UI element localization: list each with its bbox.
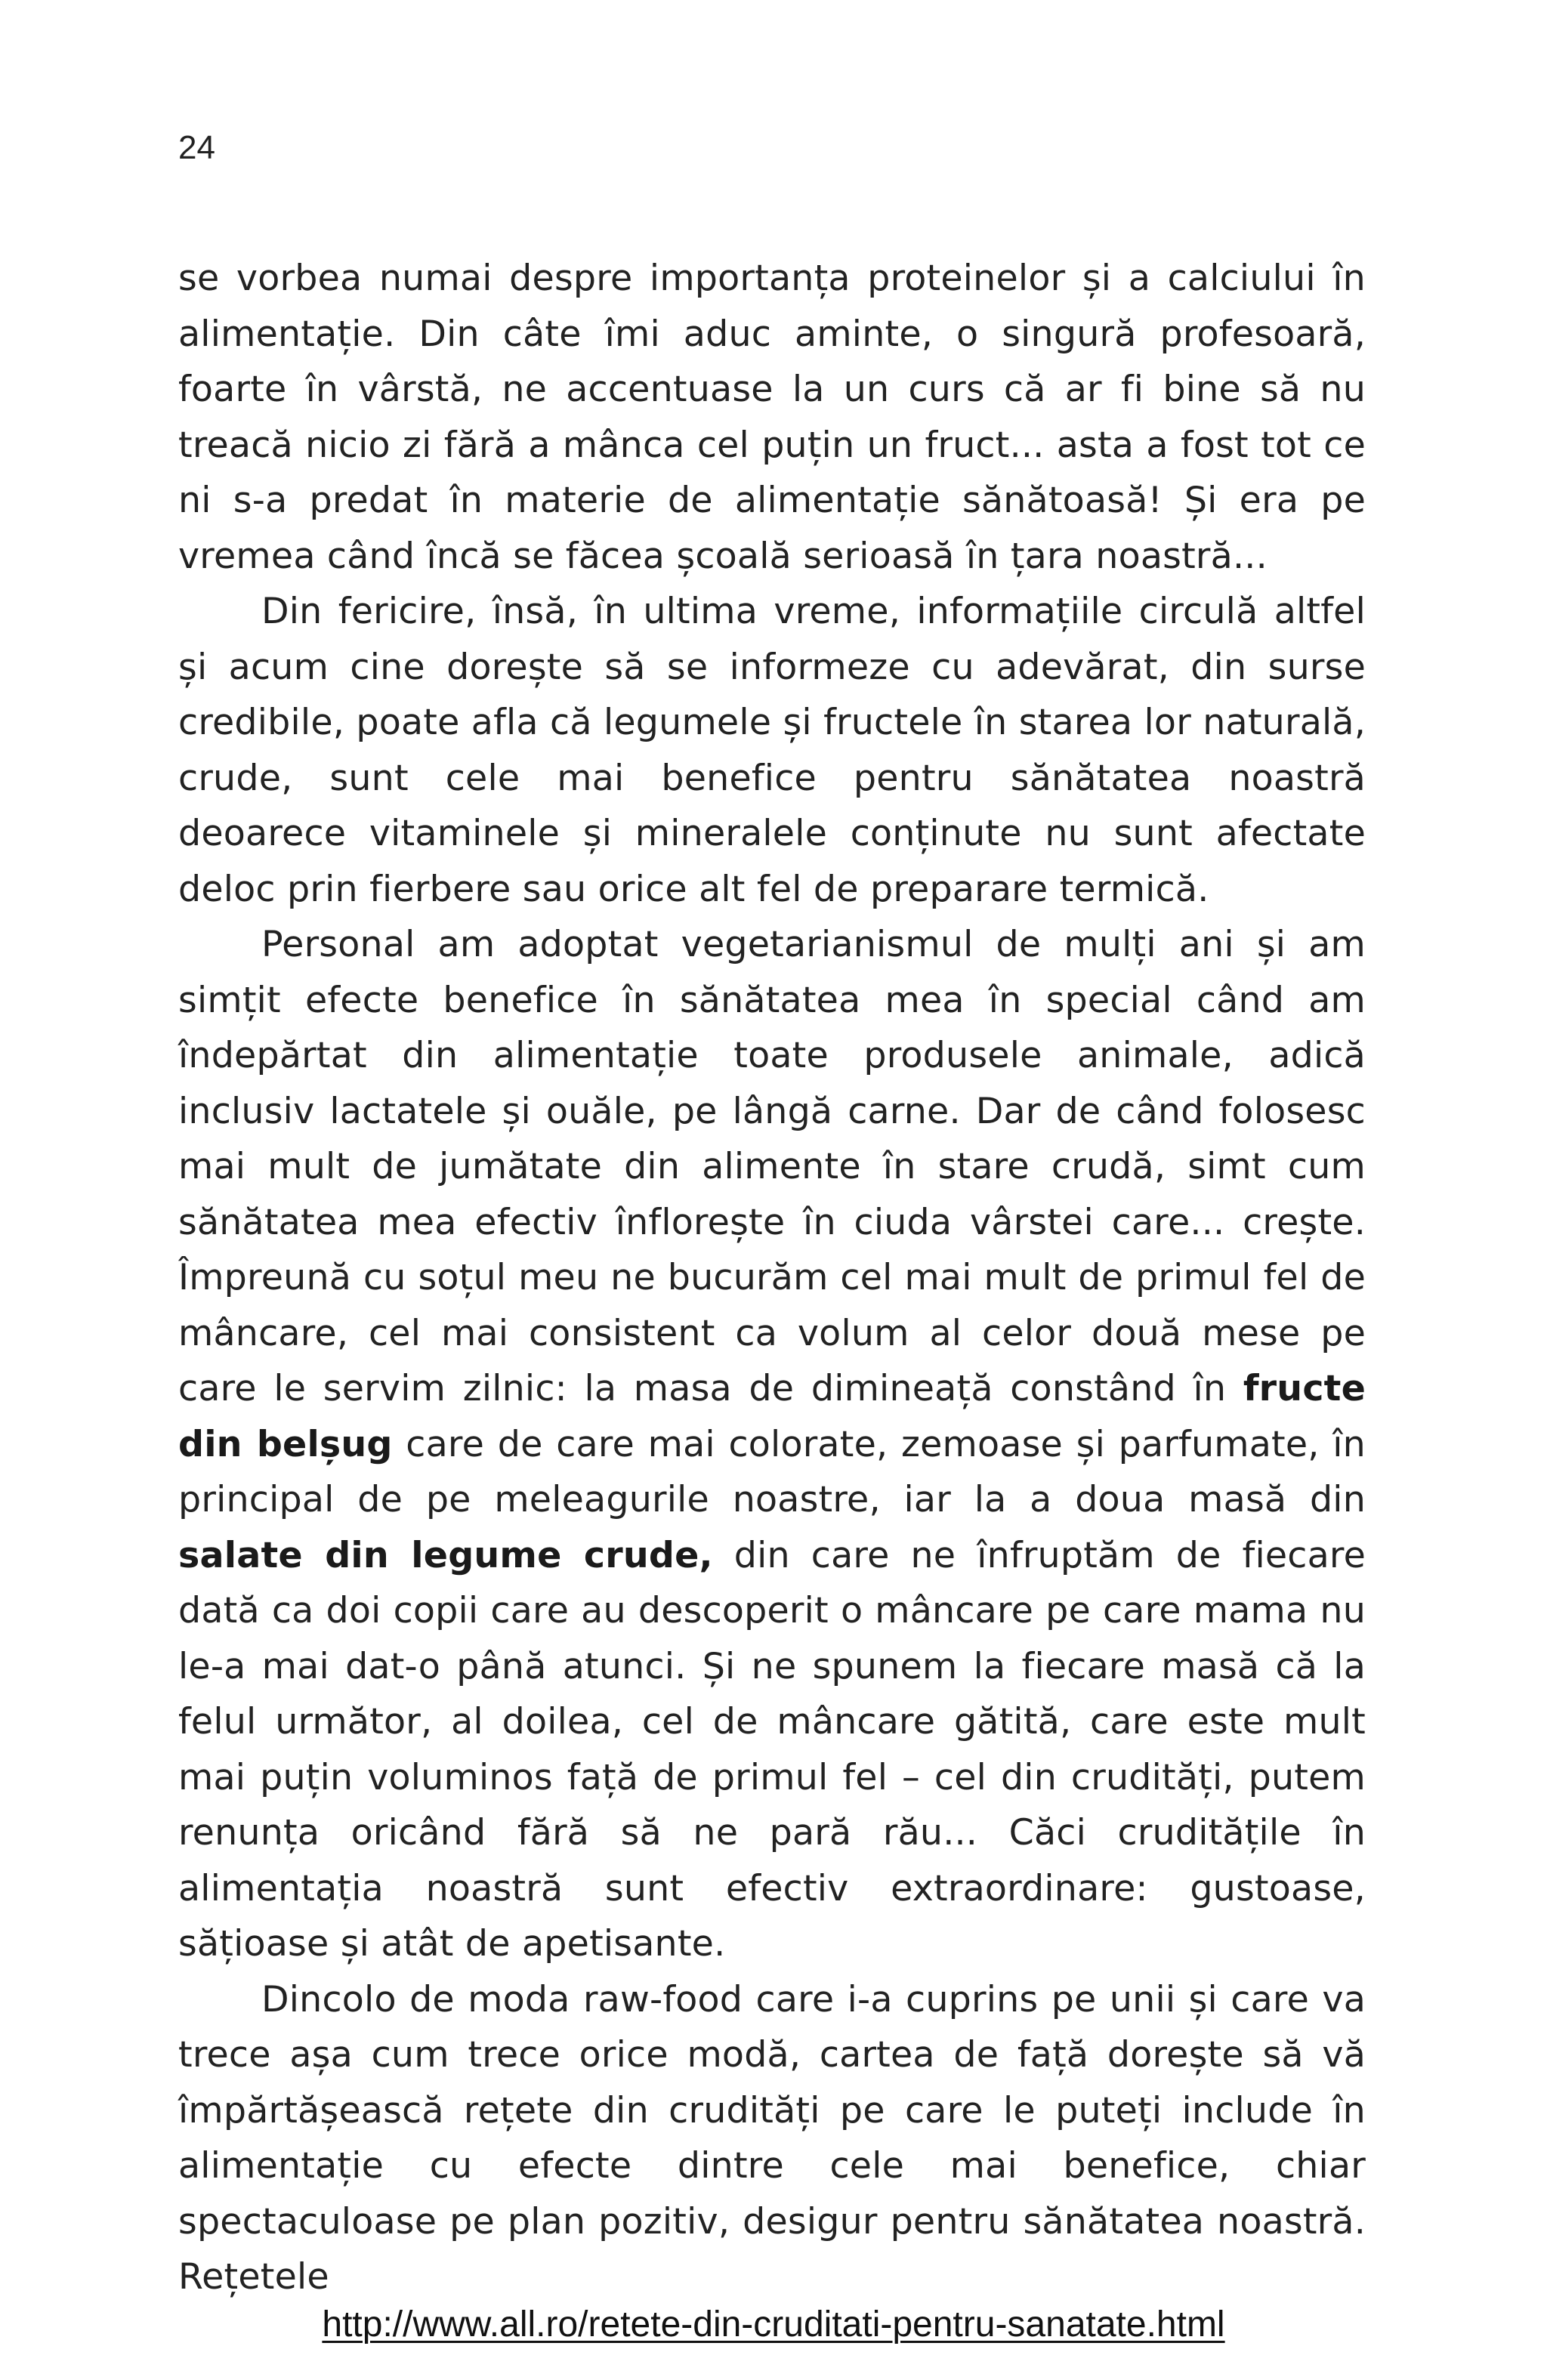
page-number: 24 xyxy=(178,129,215,166)
body-text xyxy=(178,251,1366,2305)
paragraph-3-text-2: care de care mai colorate, zemoase și parfumate, în principal de pe meleagurile noastre, iar la a doua masă din xyxy=(178,1423,1366,1520)
paragraph-3-text-3: din care ne înfruptăm de fiecare dată ca doi copii care au descoperit o mâncare pe care mama nu le-a mai dat-o până atunci. Și ne spunem la fiecare masă că la felul următor, al doilea, cel de mâncare gătită, care este mult mai puțin voluminos față de primul fel – cel din crudități, putem renunța oricând fără să ne pară rău... Căci cruditățile în alimentația noastră sunt efectiv extraordinare: gustoase, sățioase și atât de apetisante. xyxy=(178,1534,1366,1965)
paragraph-3-text-1: Personal am adoptat vegetarianismul de mulți ani și am simțit efecte benefice în sănătatea mea în special când am îndepărtat din alimentație toate produsele animale, adică inclusiv lactatele și ouăle, pe lângă carne. Dar de când folosesc mai mult de jumătate din alimente în stare crudă, simt cum sănătatea mea efectiv înflorește în ciuda vârstei care... crește. Împreună cu soțul meu ne bucurăm cel mai mult de primul fel de mâncare, cel mai consistent ca volum al celor două mese pe care le servim zilnic: la masa de dimineață constând în xyxy=(178,924,1366,1409)
paragraph-4: Dincolo de moda raw-food care i-a cuprins pe unii și care va trece așa cum trece orice modă, cartea de față dorește să vă împărtășească rețete din crudități pe care le puteți include în alimentație cu efecte dintre cele mai benefice, chiar spectaculoase pe plan pozitiv, desigur pentru sănătatea noastră. Rețetele xyxy=(178,1978,1366,2298)
source-url-link[interactable]: http://www.all.ro/retete-din-cruditati-pentru-sanatate.html xyxy=(322,2304,1225,2345)
paragraph-3 xyxy=(178,917,1366,1972)
paragraph-1: se vorbea numai despre importanța proteinelor și a calciului în alimentație. Din câte îmi aduc aminte, o singură profesoară, foarte în vârstă, ne accentuase la un curs că ar fi bine să nu treacă nicio zi fără a mânca cel puțin un fruct... asta a fost tot ce ni s-a predat în materie de alimentație sănătoasă! Și era pe vremea când încă se făcea școală serioasă în țara noastră... xyxy=(178,258,1366,577)
bold-phrase-salate: salate din legume crude, xyxy=(178,1534,713,1576)
paragraph-2: Din fericire, însă, în ultima vreme, informațiile circulă altfel și acum cine dorește să se informeze cu adevărat, din surse credibile, poate afla că legumele și fructele în starea lor naturală, crude, sunt cele mai benefice pentru sănătatea noastră deoarece vitaminele și mineralele conținute nu sunt afectate deloc prin fierbere sau orice alt fel de preparare termică. xyxy=(178,591,1366,910)
bold-phrase-fructe: fructe din belșug xyxy=(178,1368,1366,1465)
